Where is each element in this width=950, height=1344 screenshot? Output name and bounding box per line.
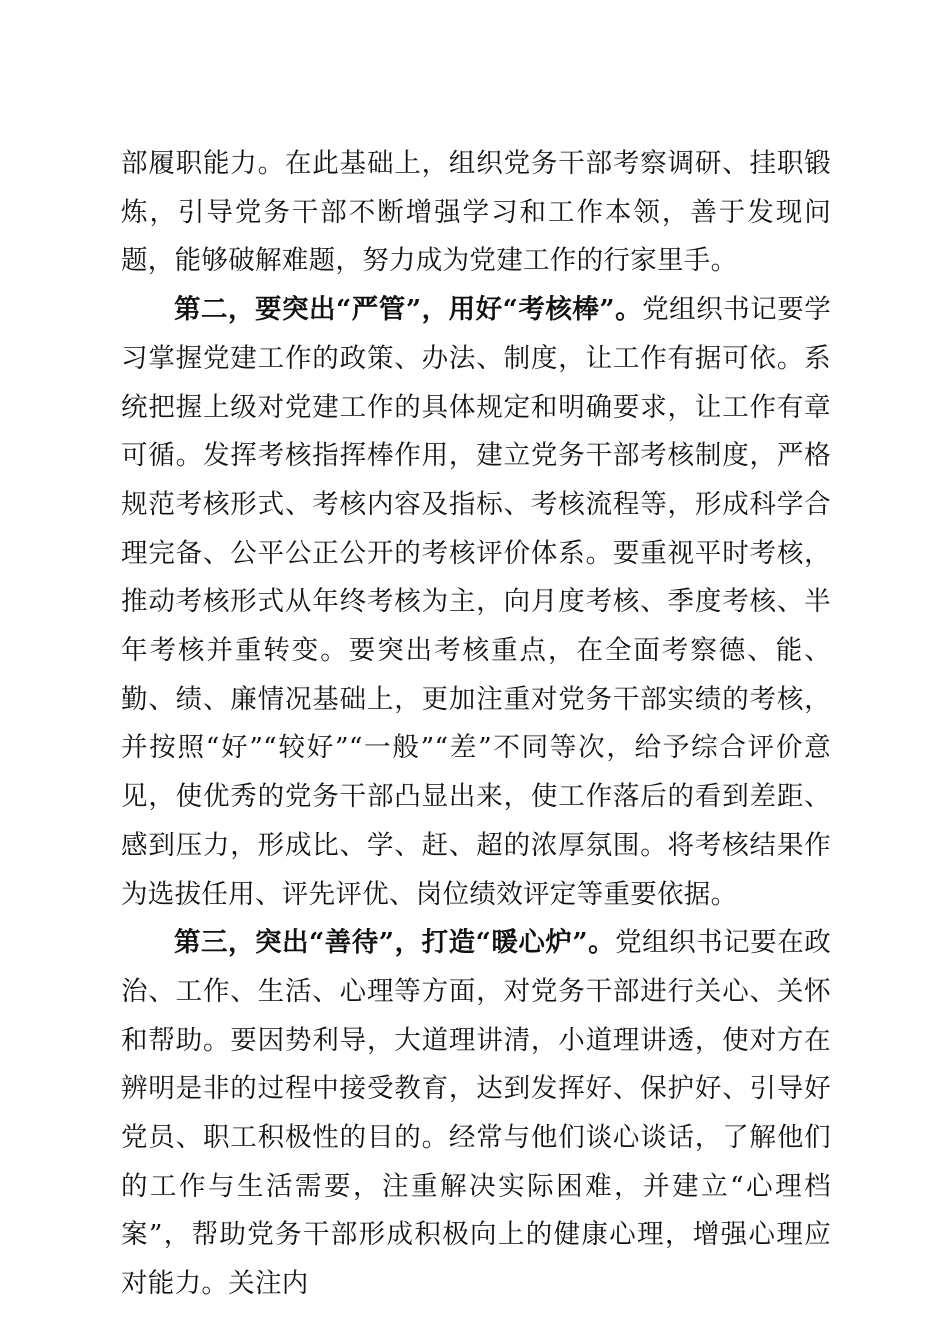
paragraph-3-text: 党组织书记要在政治、工作、生活、心理等方面，对党务干部进行关心、关怀和帮助。要因势利导，大道理讲清，小道理讲透，使对方在辨明是非的过程中接受教育，达到发挥好、保护好、引导好党员、职工积极性的目的。经常与他们谈心谈话，了解他们的工作与生活需要，注重解决实际困难，并建立“心理档案”，帮助党务干部形成积极向上的健康心理，增强心理应对能力。关注内 [121,927,832,1300]
paragraph-2-lead: 第二，要突出“严管”，用好“考核棒”。 [174,294,643,326]
paragraph-2 [121,286,831,919]
paragraph-1-text: 部履职能力。在此基础上，组织党务干部考察调研、挂职锻炼，引导党务干部不断增强学习和工作本领，善于发现问题，能够破解难题，努力成为党建工作的行家里手。 [121,148,831,277]
paragraph-2-text: 党组织书记要学习掌握党建工作的政策、办法、制度，让工作有据可依。系统把握上级对党建工作的具体规定和明确要求，让工作有章可循。发挥考核指挥棒作用，建立党务干部考核制度，严格规范考核形式、考核内容及指标、考核流程等，形成科学合理完备、公平公正公开的考核评价体系。要重视平时考核，推动考核形式从年终考核为主，向月度考核、季度考核、半年考核并重转变。要突出考核重点，在全面考察德、能、勤、绩、廉情况基础上，更加注重对党务干部实绩的考核，并按照“好”“较好”“一般”“差”不同等次，给予综合评价意见，使优秀的党务干部凸显出来，使工作落后的看到差距、感到压力，形成比、学、赶、超的浓厚氛围。将考核结果作为选拔任用、评先评优、岗位绩效评定等重要依据。 [121,294,831,910]
paragraph-3-lead: 第三，突出“善待”，打造“暖心炉”。 [174,927,616,959]
paragraph-1 [121,140,831,286]
document-body [121,140,831,1309]
paragraph-3 [121,919,831,1309]
